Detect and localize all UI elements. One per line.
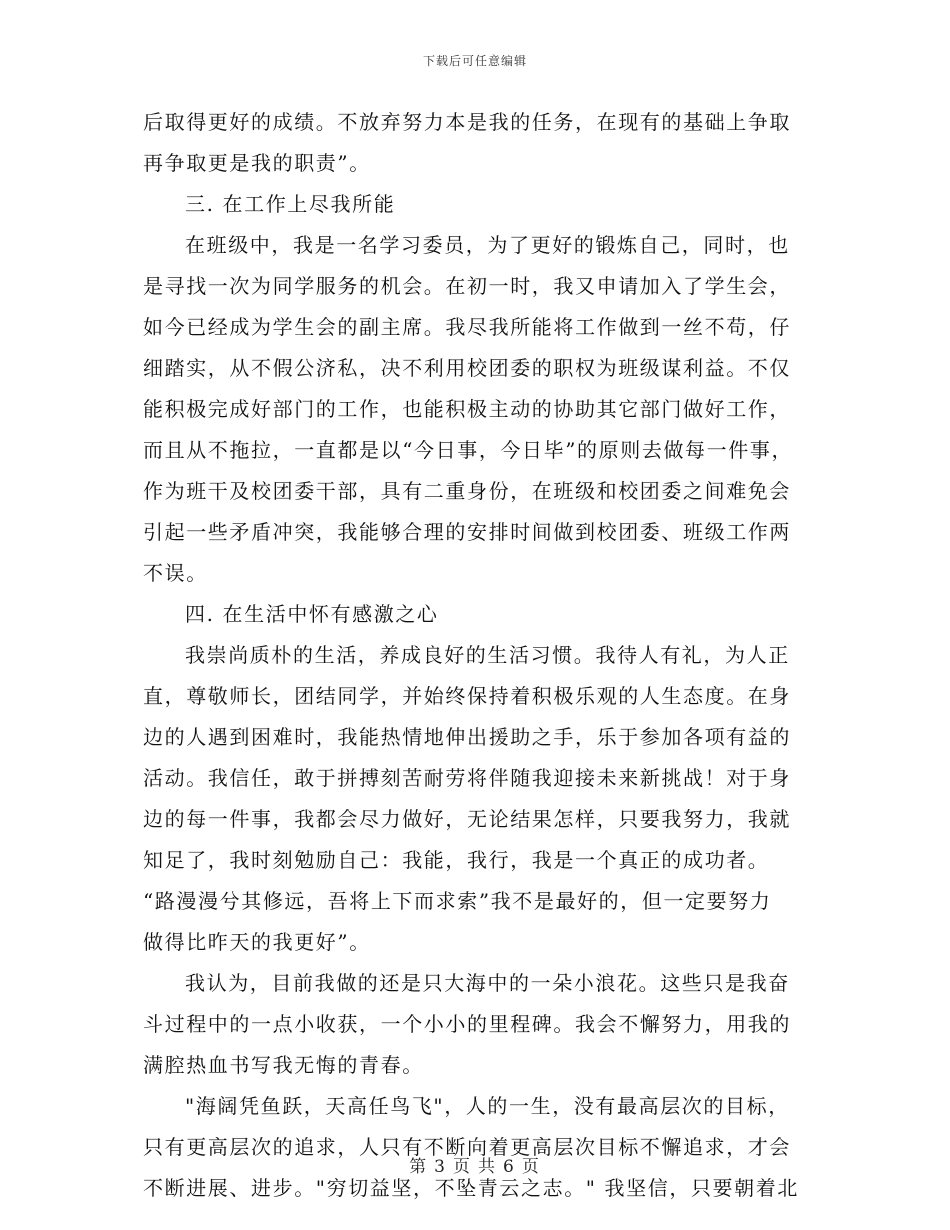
footer-word-ye: 页 bbox=[453, 1157, 472, 1177]
section-heading-3: 三. 在工作上尽我所能 bbox=[185, 192, 396, 216]
current-page-number: 3 bbox=[434, 1157, 447, 1177]
document-body bbox=[143, 102, 807, 1209]
text-line: 边的人遇到困难时，我能热情地伸出援助之手，乐于参加各项有益的 bbox=[143, 725, 791, 749]
text-line: 不误。 bbox=[143, 561, 208, 585]
text-line: 活动。我信任，敢于拼搏刻苦耐劳将伴随我迎接未来新挑战！对于身 bbox=[143, 766, 791, 790]
text-line: “路漫漫兮其修远，吾将上下而求索”我不是最好的，但一定要努力 bbox=[143, 889, 772, 913]
section-heading-4: 四. 在生活中怀有感激之心 bbox=[185, 602, 439, 626]
text-line: 细踏实，从不假公济私，决不利用校团委的职权为班级谋利益。不仅 bbox=[143, 356, 791, 380]
text-line: 如今已经成为学生会的副主席。我尽我所能将工作做到一丝不苟，仔 bbox=[143, 315, 791, 339]
text-line: 我崇尚质朴的生活，养成良好的生活习惯。我待人有礼，为人正 bbox=[185, 643, 790, 667]
text-line: "海阔凭鱼跃，天高任鸟飞"，人的一生，没有最高层次的目标， bbox=[185, 1094, 790, 1118]
text-line: 斗过程中的一点小收获，一个小小的里程碑。我会不懈努力，用我的 bbox=[143, 1012, 791, 1036]
text-line: 满腔热血书写我无悔的青春。 bbox=[143, 1053, 424, 1077]
text-line: 再争取更是我的职责”。 bbox=[143, 151, 371, 175]
text-line: 做得比昨天的我更好”。 bbox=[143, 930, 371, 954]
footer-word-gong: 共 bbox=[478, 1157, 497, 1177]
footer-word-di: 第 bbox=[409, 1157, 429, 1177]
page-header-note: 下载后可任意编辑 bbox=[422, 54, 527, 68]
total-pages-number: 6 bbox=[503, 1157, 516, 1177]
page-footer bbox=[0, 1152, 950, 1177]
text-line: 引起一些矛盾冲突，我能够合理的安排时间做到校团委、班级工作两 bbox=[143, 520, 791, 544]
text-line: 知足了，我时刻勉励自己：我能，我行，我是一个真正的成功者。 bbox=[143, 848, 770, 872]
text-line: 我认为，目前我做的还是只大海中的一朵小浪花。这些只是我奋 bbox=[185, 971, 790, 995]
text-line: 而且从不拖拉，一直都是以“今日事，今日毕”的原则去做每一件事， bbox=[143, 438, 794, 462]
text-line: 边的每一件事，我都会尽力做好，无论结果怎样，只要我努力，我就 bbox=[143, 807, 791, 831]
text-line: 不断进展、进步。"穷切益坚，不坠青云之志。" 我坚信，只要朝着北 bbox=[143, 1176, 799, 1200]
text-line: 后取得更好的成绩。不放弃努力本是我的任务，在现有的基础上争取 bbox=[143, 110, 791, 134]
text-line: 直，尊敬师长，团结同学，并始终保持着积极乐观的人生态度。在身 bbox=[143, 684, 791, 708]
footer-word-ye: 页 bbox=[521, 1157, 541, 1177]
text-line: 只有更高层次的追求，人只有不断向着更高层次目标不懈追求，才会 bbox=[143, 1135, 791, 1159]
text-line: 是寻找一次为同学服务的机会。在初一时，我又申请加入了学生会， bbox=[143, 274, 791, 298]
text-line: 作为班干及校团委干部，具有二重身份，在班级和校团委之间难免会 bbox=[143, 479, 791, 503]
text-line: 在班级中，我是一名学习委员，为了更好的锻炼自己，同时，也 bbox=[185, 233, 790, 257]
text-line: 能积极完成好部门的工作，也能积极主动的协助其它部门做好工作， bbox=[143, 397, 791, 421]
